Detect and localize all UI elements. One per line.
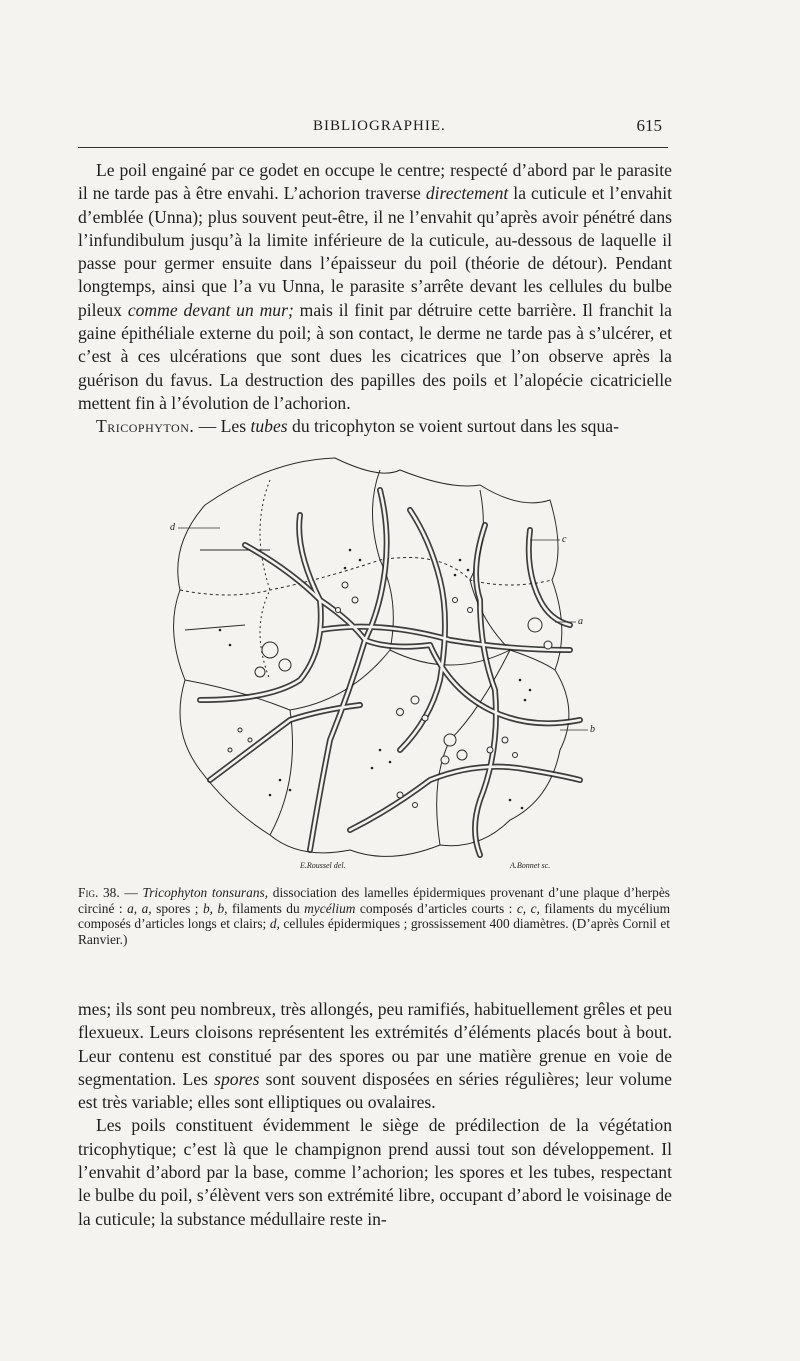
letter-ref: d, xyxy=(269,916,280,932)
running-head xyxy=(78,114,670,138)
label-a: a xyxy=(578,616,583,627)
text-run: filaments du mycélium composés d’articles longs et clairs; xyxy=(78,900,671,932)
engraver-signature-right: A.Bonnet sc. xyxy=(510,861,551,870)
emphasis: comme devant un mur; xyxy=(127,299,294,320)
text-run: Le poil engainé par ce godet en occupe le centre; respecté d’abord par le parasite il ne tarde pas à être envahi. L’achorion traverse xyxy=(78,160,672,204)
engraver-signature-left: E.Roussel del. xyxy=(300,861,346,870)
text-block-top xyxy=(78,159,672,439)
text-run: la cuticule et l’envahit d’emblée (Unna); plus souvent peut-être, il ne l’envahit qu’après avoir pénétré dans l’infundibulum jusqu’à la limite inférieure de la cuticule, au-dessous de laquelle il passe pour germer ensuite dans l’épaisseur du poil (théorie de détour). Pendant longtemps, ainsi que l’a vu Unna, le parasite s’arrête devant les cellules du bulbe pileux xyxy=(78,183,672,320)
emphasis: tubes xyxy=(250,416,288,437)
paragraph-achorion xyxy=(78,159,672,415)
emphasis: mycélium xyxy=(304,900,356,916)
spores xyxy=(228,582,552,808)
text-run: composés d’articles courts : xyxy=(355,900,517,916)
paragraph-tricophyton xyxy=(78,415,672,438)
text-run: mais il finit par détruire cette barrière. Il franchit la gaine épithéliale externe du poil; à son contact, le derme ne tarde pas à s’ulcérer, et c’est à ces ulcérations que sont dues les cicatrices que l’on observe après la guérison du favus. La destruction des papilles des poils et l’alopécie cicatricielle mettent fin à l’évolution de l’achorion. xyxy=(78,299,672,413)
letter-ref: a, a, xyxy=(127,900,152,916)
letter-ref: c, c, xyxy=(516,900,540,916)
letter-ref: b, b, xyxy=(202,900,228,916)
label-d: d xyxy=(170,522,175,533)
label-b: b xyxy=(590,724,595,735)
text-run: — Les xyxy=(194,416,251,437)
text-run: spores ; xyxy=(151,900,203,916)
paragraph-hairs: Les poils constituent évidemment le siège de prédilection de la végétation tricophytique; c’est là que le champignon prend aussi tout son développement. Il l’envahit d’abord par la base, comme l’achorion; les spores et les tubes, respectant le bulbe du poil, s’élèvent vers son extrémité libre, occupant d’abord le voisinage de la cuticule; la substance médullaire reste in- xyxy=(78,1115,672,1229)
paragraph-continued xyxy=(78,998,672,1114)
label-c: c xyxy=(562,534,567,545)
text-run: du tricophyton se voient surtout dans les squa- xyxy=(287,416,619,437)
text-run: filaments du xyxy=(227,900,305,916)
species-name: Tricophyton tonsurans, xyxy=(142,885,269,900)
text-run: — xyxy=(119,885,143,900)
figure-number: Fig. 38. xyxy=(78,885,120,900)
text-run: mes; ils sont peu nombreux, très allongés, peu ramifiés, habituellement grêles et peu flexueux. Leurs cloisons représentent les extrémités d’éléments placés bout à bout. Leur contenu est constitué par des spores ou par une matière grenue en voie de segmentation. Les xyxy=(78,999,672,1089)
text-run: sont souvent disposées en séries régulières; leur volume est très variable; elles sont elliptiques ou ovalaires. xyxy=(78,1068,672,1113)
emphasis: directement xyxy=(425,183,509,204)
text-block-bottom xyxy=(78,998,672,1231)
section-heading: Tricophyton. xyxy=(96,416,195,437)
page-number: 615 xyxy=(636,116,662,135)
micrograph-illustration xyxy=(150,450,610,875)
granules xyxy=(219,549,532,810)
figure-engraving xyxy=(150,450,610,875)
epidermal-cells xyxy=(174,458,569,856)
figure-caption xyxy=(78,885,670,947)
text-run: cellules épidermiques ; grossissement 400 diamètres. (D’après Cornil et Ranvier.) xyxy=(78,916,671,947)
text-run: dissociation des lamelles épidermiques provenant d’une plaque d’herpès circiné : xyxy=(78,885,670,916)
emphasis: spores xyxy=(214,1068,260,1089)
running-title: BIBLIOGRAPHIE. xyxy=(313,118,446,134)
header-rule xyxy=(78,147,668,148)
